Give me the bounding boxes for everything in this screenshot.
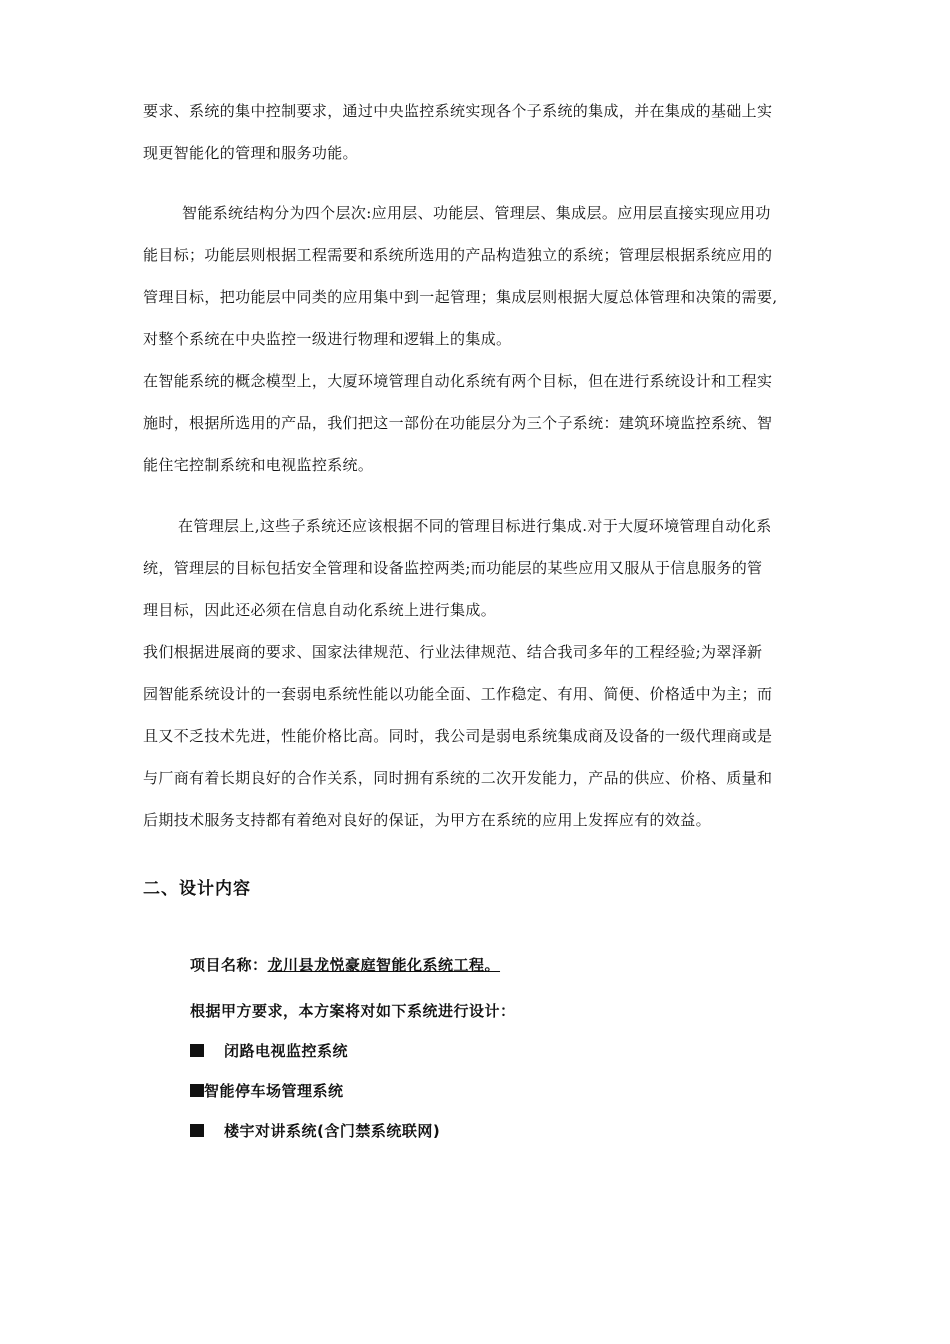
paragraph-line: 且又不乏技术先进，性能价格比高。同时，我公司是弱电系统集成商及设备的一级代理商或是 [143,727,773,745]
paragraph-line: 在管理层上,这些子系统还应该根据不同的管理目标进行集成.对于大厦环境管理自动化系 [178,517,772,535]
paragraph-line: 能住宅控制系统和电视监控系统。 [143,456,374,474]
list-item: 智能停车场管理系统 [190,1080,344,1101]
project-name: 龙川县龙悦豪庭智能化系统工程。 [267,956,501,974]
list-item: 闭路电视监控系统 [190,1040,348,1061]
bullet-square-icon [190,1044,204,1057]
paragraph-line: 施时，根据所选用的产品，我们把这一部份在功能层分为三个子系统：建筑环境监控系统、智 [143,414,773,432]
paragraph-line: 要求、系统的集中控制要求，通过中央监控系统实现各个子系统的集成，并在集成的基础上实 [143,102,773,120]
system-intro: 根据甲方要求，本方案将对如下系统进行设计： [190,1002,516,1020]
paragraph-line: 后期技术服务支持都有着绝对良好的保证，为甲方在系统的应用上发挥应有的效益。 [143,811,711,829]
paragraph-line: 与厂商有着长期良好的合作关系，同时拥有系统的二次开发能力，产品的供应、价格、质量和 [143,769,773,787]
bullet-square-icon [190,1084,204,1097]
bullet-square-icon [190,1124,204,1137]
paragraph-line: 统，管理层的目标包括安全管理和设备监控两类;而功能层的某些应用又服从于信息服务的管 [143,559,763,577]
paragraph-line: 管理目标，把功能层中同类的应用集中到一起管理；集成层则根据大厦总体管理和决策的需要, [143,288,778,306]
paragraph-line: 现更智能化的管理和服务功能。 [143,144,358,162]
paragraph-line: 对整个系统在中央监控一级进行物理和逻辑上的集成。 [143,330,512,348]
project-line [190,954,500,975]
list-item: 楼宇对讲系统(含门禁系统联网) [190,1120,440,1141]
paragraph-line: 理目标，因此还必须在信息自动化系统上进行集成。 [143,601,497,619]
project-label: 项目名称： [190,956,268,974]
paragraph-line: 在智能系统的概念模型上，大厦环境管理自动化系统有两个目标，但在进行系统设计和工程实 [143,372,773,390]
paragraph-line: 园智能系统设计的一套弱电系统性能以功能全面、工作稳定、有用、简便、价格适中为主；而 [143,685,773,703]
paragraph-line: 智能系统结构分为四个层次:应用层、功能层、管理层、集成层。应用层直接实现应用功 [182,204,771,222]
section-heading: 二、设计内容 [143,879,251,899]
paragraph-line: 我们根据进展商的要求、国家法律规范、行业法律规范、结合我司多年的工程经验;为翠泽新 [143,643,763,661]
paragraph-line: 能目标；功能层则根据工程需要和系统所选用的产品构造独立的系统；管理层根据系统应用的 [143,246,773,264]
